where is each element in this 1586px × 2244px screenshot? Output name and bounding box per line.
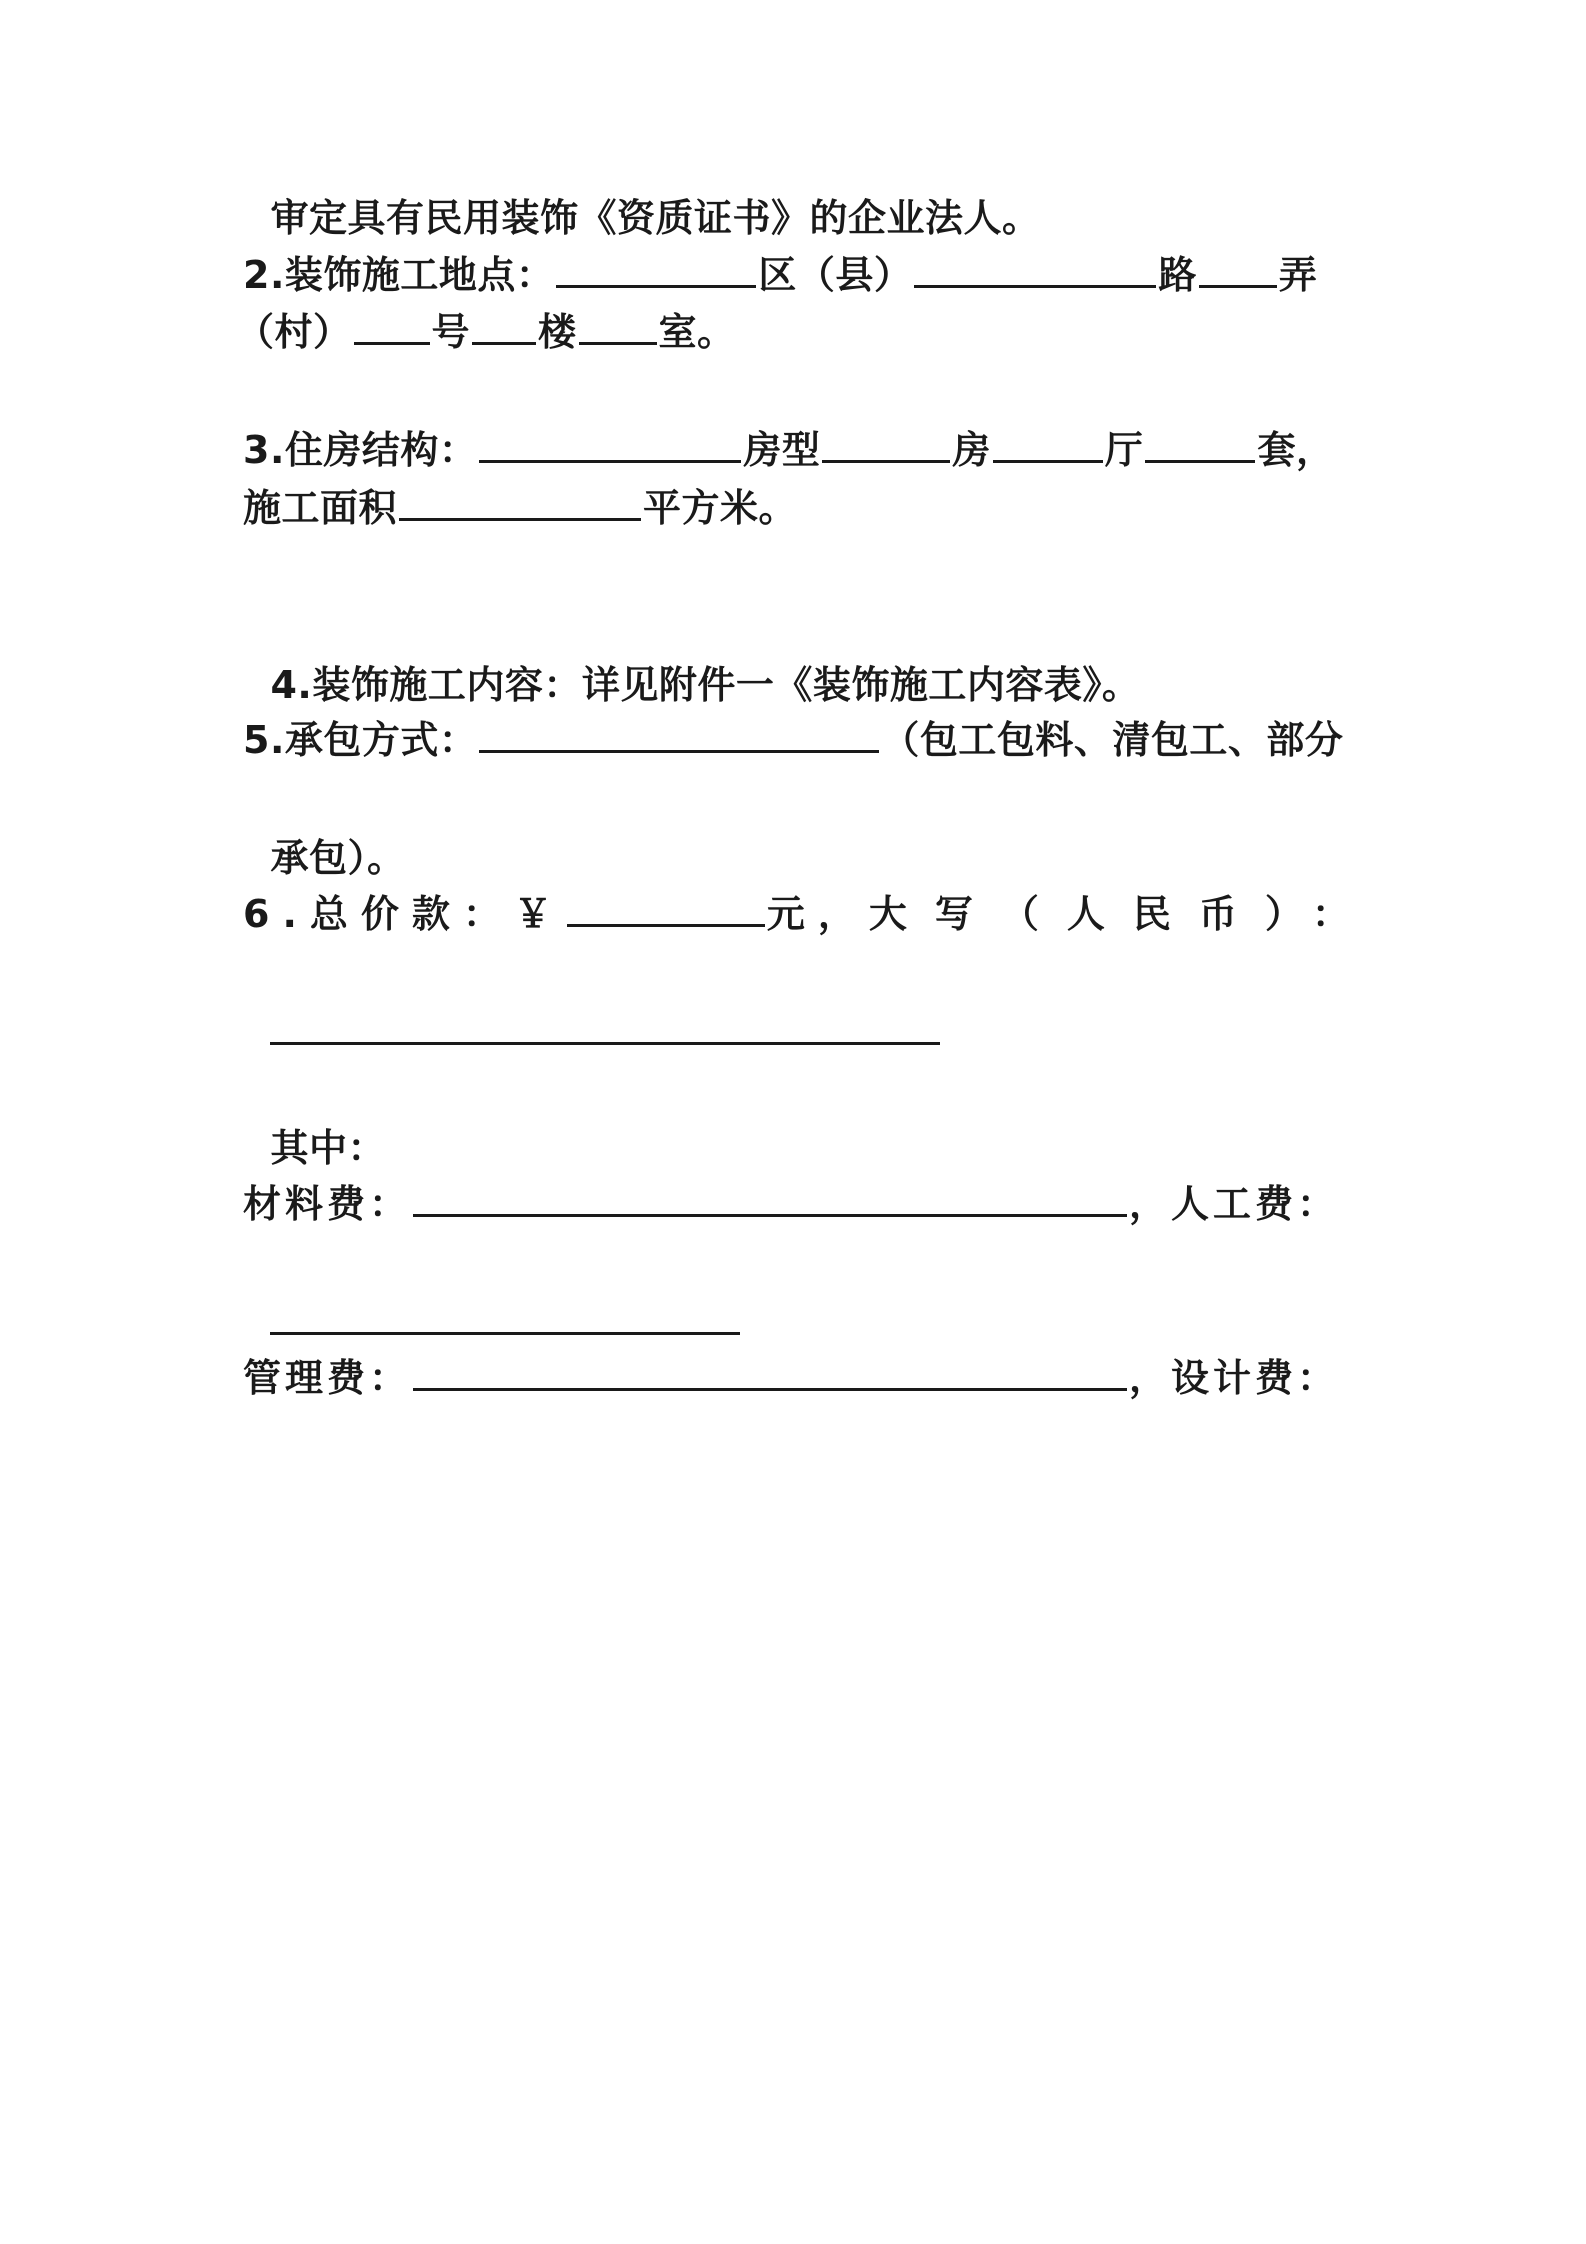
item3-area-unit: 平方米。: [643, 486, 798, 530]
halls-blank[interactable]: [993, 426, 1103, 463]
material-blank[interactable]: [413, 1180, 1127, 1217]
management-label: 管理费：: [243, 1356, 412, 1400]
material-label: 材料费：: [243, 1182, 412, 1226]
item3-sets: 套，: [1257, 428, 1335, 472]
road-blank[interactable]: [914, 251, 1156, 288]
item2-lane: 弄: [1278, 253, 1318, 297]
item4-text: 4.装饰施工内容：详见附件一《装饰施工内容表》。: [270, 663, 1141, 707]
item3-halls: 厅: [1104, 428, 1144, 472]
item6-currency: ￥: [513, 892, 565, 936]
capital-amount-blank[interactable]: [270, 1008, 940, 1045]
intro-text: 审定具有民用装饰《资质证书》的企业法人。: [270, 196, 1041, 240]
item4-line: [243, 595, 1140, 715]
item3-line1: [243, 420, 1334, 480]
district-blank[interactable]: [556, 251, 756, 288]
item2-line1: [243, 245, 1317, 305]
item5-line1: [243, 710, 1343, 770]
rooms-blank[interactable]: [822, 426, 950, 463]
total-price-blank[interactable]: [567, 890, 765, 927]
building-blank[interactable]: [472, 308, 536, 345]
management-line: [243, 1348, 1339, 1408]
management-blank[interactable]: [413, 1354, 1127, 1391]
area-blank[interactable]: [399, 484, 641, 521]
item3-rooms: 房: [952, 428, 991, 472]
item5-line2: [243, 768, 405, 888]
labor-blank[interactable]: [270, 1298, 740, 1335]
item3-area-label: 施工面积: [243, 486, 398, 530]
sets-blank[interactable]: [1145, 426, 1255, 463]
item6-line1: [243, 884, 1378, 944]
design-label: ，设计费：: [1129, 1356, 1340, 1400]
breakdown-intro: 其中：: [270, 1126, 386, 1170]
item2-district: 区（县）: [758, 253, 913, 297]
item2-room: 室。: [658, 310, 736, 354]
item6-yuan: 元，: [766, 892, 869, 936]
item6-label: 6.总价款：: [243, 892, 514, 936]
structure-blank[interactable]: [479, 426, 741, 463]
item6-line2: [243, 942, 940, 1062]
intro-line: [243, 128, 1040, 248]
contract-mode-blank[interactable]: [479, 716, 879, 753]
labor-line: [243, 1232, 740, 1352]
item2-road: 路: [1158, 253, 1197, 297]
lane-blank[interactable]: [1199, 251, 1277, 288]
item2-number: 号: [431, 310, 471, 354]
item6-capital: 大写（人民币）：: [868, 892, 1378, 936]
breakdown-intro-line: [243, 1058, 386, 1178]
item5-label: 5.承包方式：: [243, 718, 478, 762]
room-blank[interactable]: [579, 308, 657, 345]
item5-options: （包工包料、清包工、部分: [881, 718, 1344, 762]
item2-line2: [236, 302, 736, 362]
labor-label: ，人工费：: [1129, 1182, 1340, 1226]
number-blank[interactable]: [354, 308, 430, 345]
item3-line2: [243, 478, 797, 538]
item5-options-cont: 承包）。: [270, 836, 406, 880]
material-line: [243, 1174, 1339, 1234]
item2-building: 楼: [538, 310, 577, 354]
item3-label: 3.住房结构：: [243, 428, 478, 472]
item2-village: （村）: [236, 310, 352, 354]
item2-label: 2.装饰施工地点：: [243, 253, 555, 297]
item3-house-type: 房型: [743, 428, 821, 472]
